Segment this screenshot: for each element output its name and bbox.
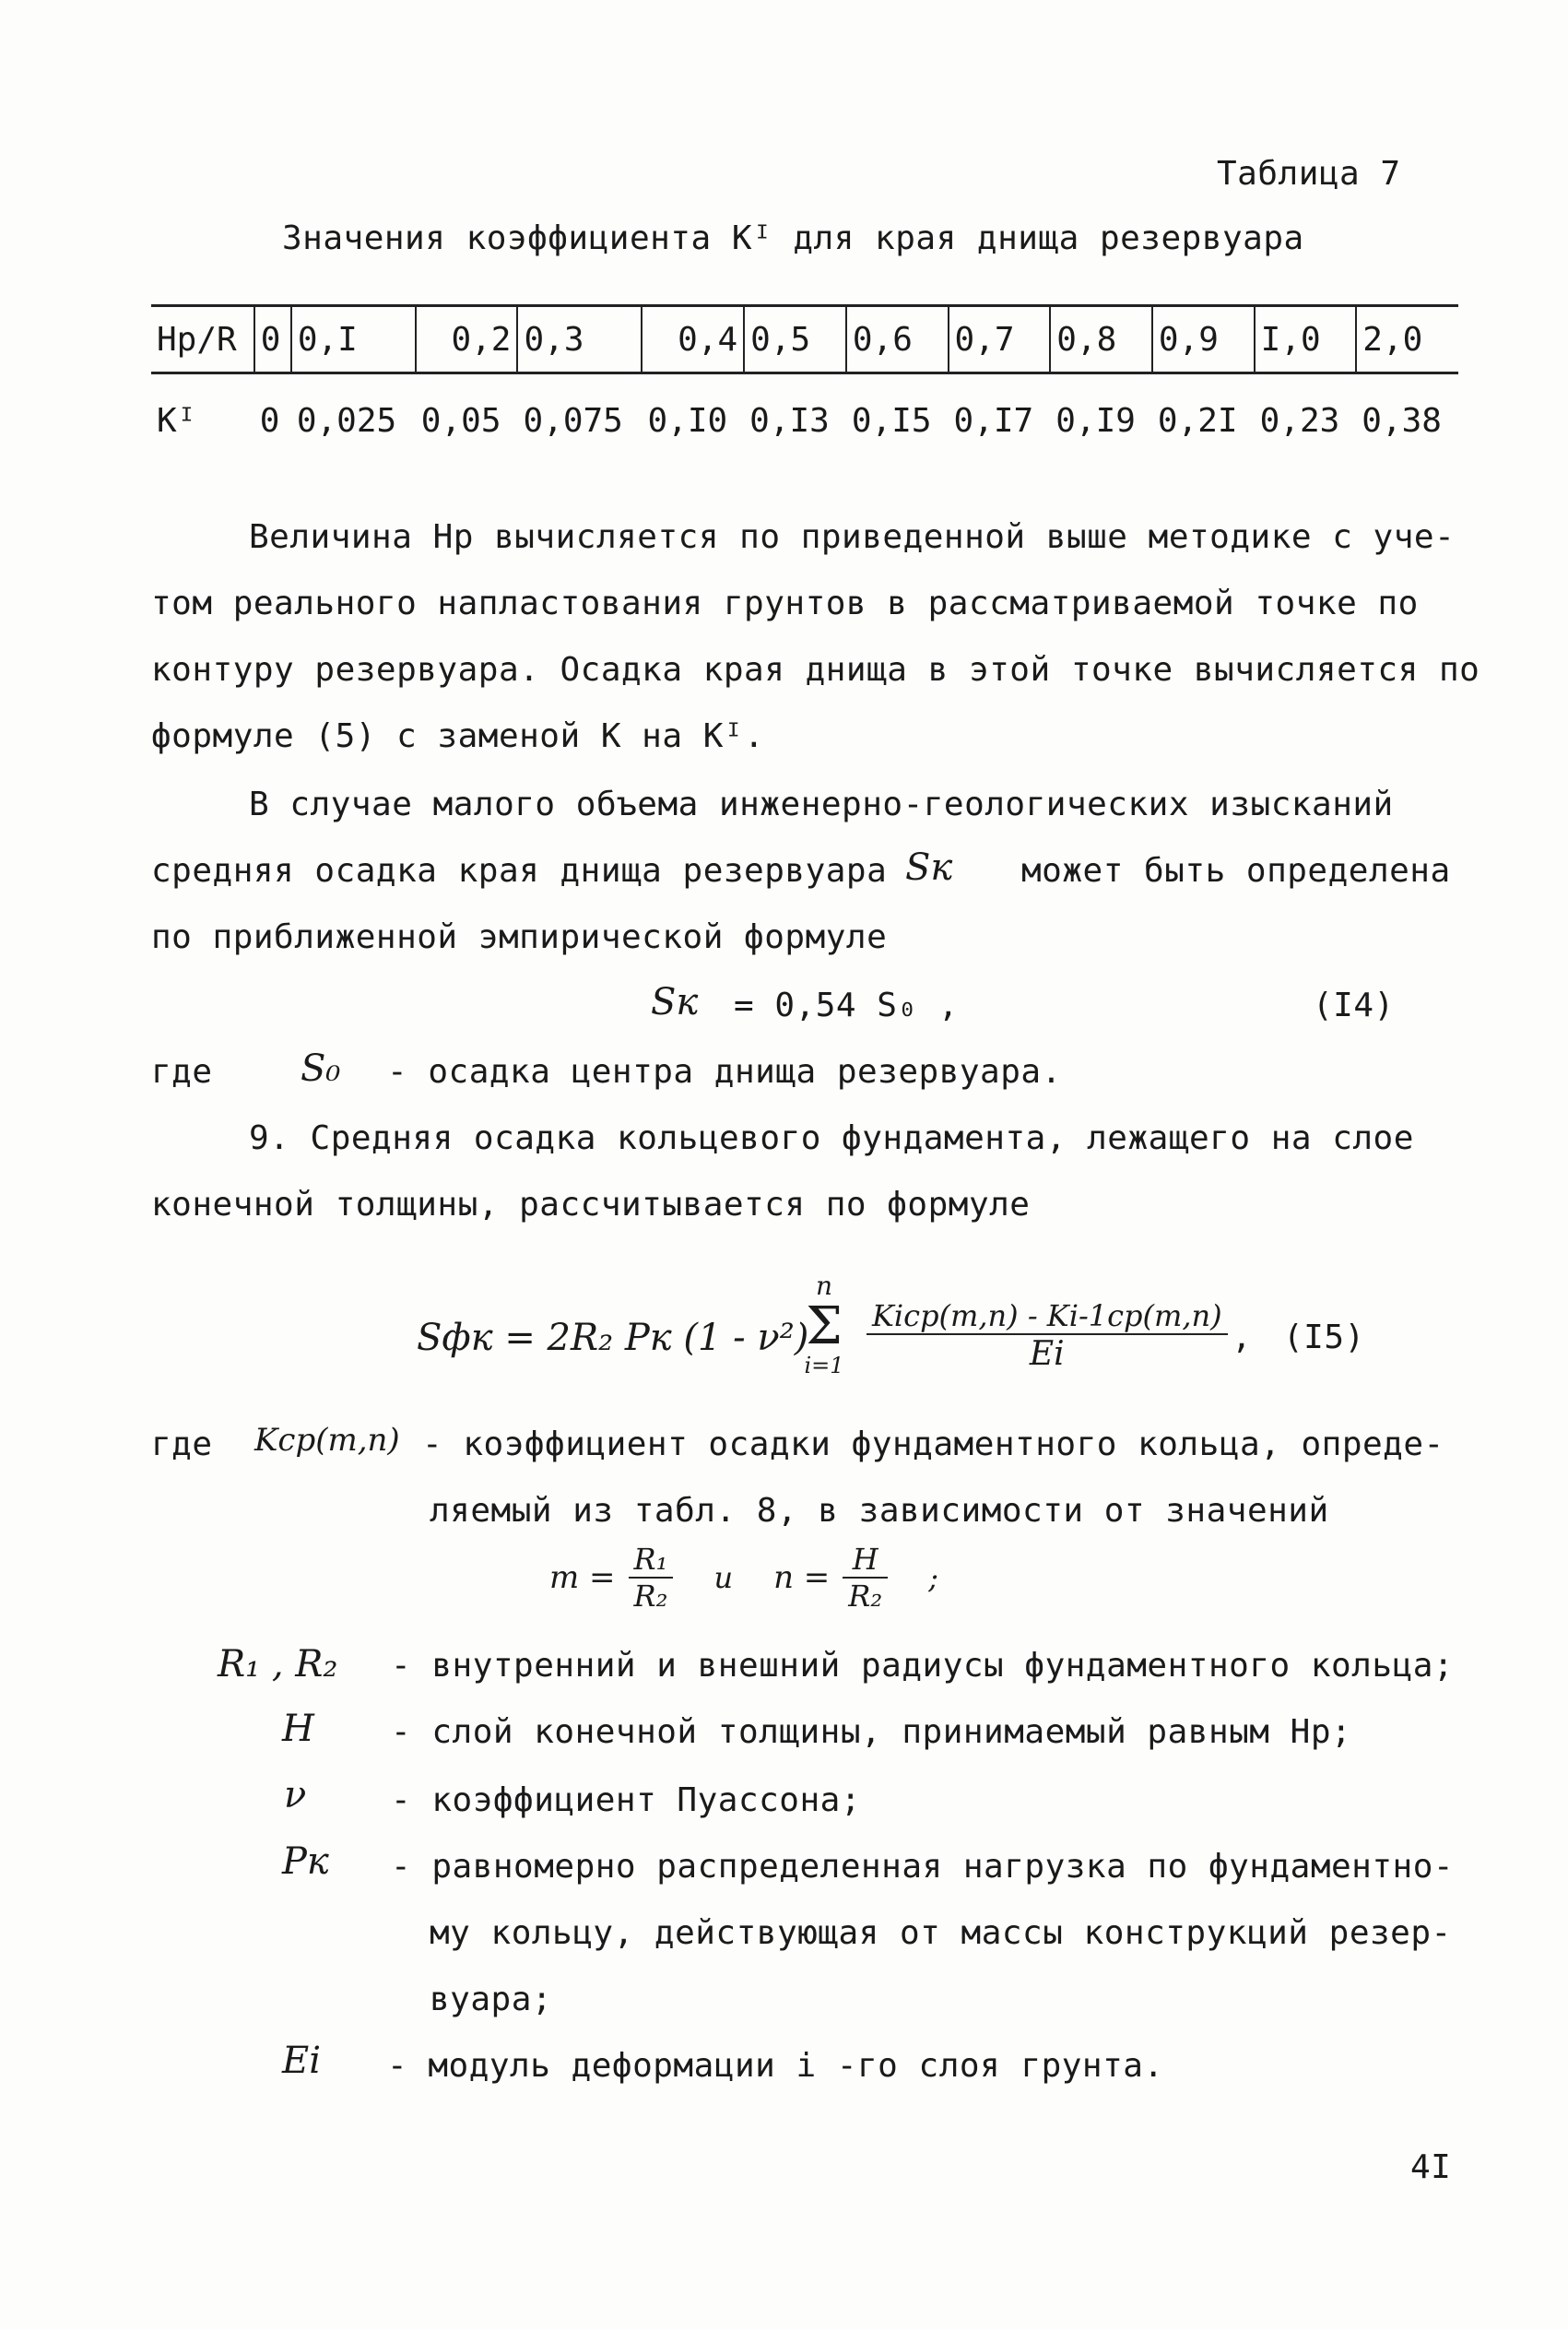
pk-text: му кольцу, действующая от массы конструкций резер- [430, 1914, 1452, 1952]
para1-line: контуру резервуара. Осадка края днища в этой точке вычисляется по [151, 651, 1480, 689]
kcp-text: - коэффициент осадки фундаментного кольца, опреде- [422, 1425, 1444, 1463]
table-value-cell: 0,I7 [953, 401, 1034, 440]
s0-symbol: S₀ [301, 1047, 341, 1090]
n-label: n = [773, 1559, 831, 1596]
para2-line: В случае малого объема инженерно-геологических изысканий [249, 786, 1394, 823]
table-row-label: Kᴵ [157, 401, 197, 440]
kcp-symbol: Kср(m,n) [254, 1422, 400, 1459]
mn-formula [549, 1542, 938, 1614]
table-header-cell: 0,7 [949, 306, 1051, 373]
table-label: Таблица 7 [1217, 155, 1401, 193]
n-numerator: H [843, 1542, 888, 1579]
ei-symbol: Ei [282, 2040, 321, 2082]
m-numerator: R₁ [629, 1542, 674, 1579]
ei-text: - модуль деформации i -го слоя грунта. [387, 2047, 1164, 2085]
formula14-lhs: Sк [651, 981, 699, 1023]
table-value-cell: 0,I0 [647, 401, 728, 440]
and-word: и [713, 1560, 734, 1595]
sum-lower-limit: i=1 [804, 1353, 844, 1378]
table-header-cell: I,0 [1255, 306, 1357, 373]
table-value-cell: 0,I9 [1055, 401, 1136, 440]
sum-upper-limit: n [815, 1271, 833, 1301]
table-caption: Значения коэффициента Kᴵ для края днища резервуара [282, 219, 1304, 257]
table-value-cell: 0,23 [1259, 401, 1340, 440]
r1-r2-text: - внутренний и внешний радиусы фундаментного кольца; [391, 1647, 1455, 1685]
table-header-cell: 0,6 [846, 306, 949, 373]
formula15-fraction [867, 1298, 1228, 1373]
table-header-label: Hр/R [151, 306, 254, 373]
where-label: где [151, 1425, 213, 1463]
table-value-cell: 0,075 [523, 401, 623, 440]
table-value-cell: 0,05 [420, 401, 501, 440]
formula15-denominator: Ei [1029, 1335, 1065, 1373]
mn-end: ; [928, 1560, 938, 1595]
h-text: - слой конечной толщины, принимаемый равным Hр; [391, 1713, 1352, 1751]
pk-text: вуара; [430, 1981, 553, 2018]
m-denominator: R₂ [633, 1579, 668, 1614]
table-value-cell: 0,38 [1362, 401, 1442, 440]
table-value-cell: 0,I5 [851, 401, 932, 440]
para2-line: по приближенной эмпирической формуле [151, 918, 888, 956]
where1-text: - осадка центра днища резервуара. [387, 1053, 1062, 1091]
table-value-cell: 0,2I [1157, 401, 1238, 440]
table-value-cell: 0 [259, 401, 280, 440]
table-header-cell: 0,4 [642, 306, 744, 373]
pk-text: - равномерно распределенная нагрузка по фундаментно- [391, 1848, 1455, 1886]
n-denominator: R₂ [848, 1579, 883, 1614]
table-header-cell: 0,9 [1152, 306, 1255, 373]
r1-r2-symbol: R₁ , R₂ [218, 1643, 338, 1685]
para1-line: Величина Hр вычисляется по приведенной выше методике с уче- [249, 518, 1456, 556]
sigma-symbol: Σ [806, 1296, 843, 1356]
para1-line: том реального напластования грунтов в рассматриваемой точке по [151, 585, 1419, 622]
para3-line: конечной толщины, рассчитывается по формуле [151, 1186, 1031, 1224]
kcp-text: ляемый из табл. 8, в зависимости от значений [430, 1492, 1329, 1530]
table-header-cell: 2,0 [1356, 306, 1458, 373]
formula15-numerator: Kicp(m,n) - Ki-1cp(m,n) [867, 1298, 1228, 1335]
table-header-cell: 0,3 [517, 306, 642, 373]
nu-text: - коэффициент Пуассона; [391, 1781, 861, 1819]
table-header-cell: 0 [254, 306, 291, 373]
para1-line: формуле (5) с заменой K на Kᴵ. [151, 717, 765, 755]
sk-symbol: Sк [905, 846, 953, 889]
table-value-cell: 0,025 [296, 401, 397, 440]
para2-line: средняя осадка края днища резервуара [151, 852, 888, 890]
formula15-tail: , [1232, 1319, 1253, 1356]
formula14-number: (I4) [1313, 987, 1395, 1024]
para3-line: 9. Средняя осадка кольцевого фундамента, лежащего на слое [249, 1119, 1414, 1157]
page-number: 4I [1410, 2148, 1452, 2186]
nu-symbol: ν [284, 1774, 307, 1816]
coefficient-table [151, 304, 1458, 457]
m-label: m = [549, 1559, 616, 1596]
table-header-cell: 0,I [291, 306, 416, 373]
table-header-cell: 0,5 [744, 306, 846, 373]
formula15-lhs: Sфк = 2R₂ Pк (1 - ν²) [417, 1317, 809, 1359]
table-header-cell: 0,2 [416, 306, 518, 373]
formula15-number: (I5) [1283, 1319, 1365, 1356]
table-value-cell: 0,I3 [749, 401, 830, 440]
pk-symbol: Pк [282, 1840, 329, 1883]
where-label: где [151, 1053, 213, 1091]
table-value-row [151, 373, 1458, 458]
table-header-row [151, 306, 1458, 373]
formula14-rhs: = 0,54 S₀ , [734, 987, 959, 1024]
h-symbol: H [282, 1708, 314, 1750]
para2-line: может быть определена [1021, 852, 1451, 890]
table-header-cell: 0,8 [1050, 306, 1152, 373]
sum-operator [796, 1271, 852, 1378]
